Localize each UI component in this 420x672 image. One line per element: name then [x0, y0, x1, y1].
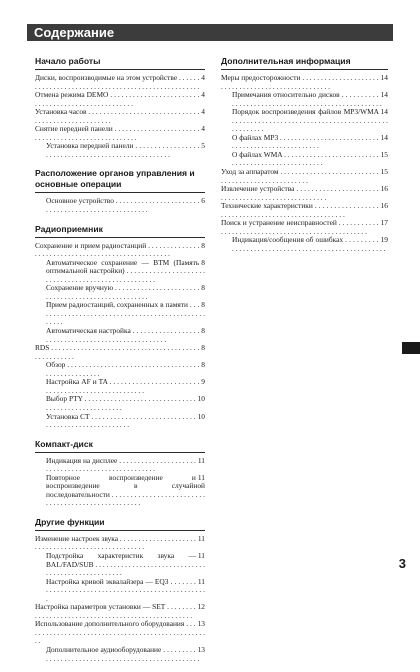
toc-entry-page: 5: [201, 142, 205, 151]
toc-dot-leader: . . . . . . . . . . . . . . . . . . . . . . . . . . . . . . . . . . . . . . . . . . . . . . . . . . .: [232, 91, 382, 108]
toc-entry[interactable]: [35, 74, 205, 91]
toc-entry[interactable]: [35, 197, 205, 214]
section-title: Дополнительная информация: [221, 56, 388, 70]
toc-entry-page: 13: [197, 645, 205, 654]
toc-entry[interactable]: [35, 91, 205, 108]
toc-entry[interactable]: [35, 395, 205, 412]
toc-entry-page: 15: [380, 168, 388, 177]
toc-entry-text: Обзор: [46, 361, 66, 370]
toc-dot-leader: . . . . . . . . . . . . . . . . . . . . . . . . . . . . . . . . . . . . . . . . . . . . . . . . . . .: [46, 142, 200, 159]
toc-entry-page: 16: [380, 185, 388, 194]
toc-entry-text: RDS: [35, 344, 50, 353]
toc-section: [35, 168, 205, 214]
toc-entry-page: 9: [201, 378, 205, 387]
toc-entry-page: 10: [197, 395, 205, 404]
toc-entry-text: Подстройка характеристик звука — BAL/FAD/SUB: [46, 551, 196, 569]
toc-entry-text: Использование дополнительного оборудования: [35, 620, 185, 629]
toc-entry[interactable]: [35, 413, 205, 430]
toc-header-bar: [27, 24, 393, 41]
toc-entry-page: 8: [201, 301, 205, 310]
toc-entry-page: 10: [197, 412, 205, 421]
toc-dot-leader: . . . . . . . . . . . . . . . . . . . . . . . . . . . . . . . . . . . . . . . . . . . . . . . . . . .: [232, 236, 386, 253]
toc-entry[interactable]: [35, 361, 205, 378]
toc-entry[interactable]: [35, 378, 205, 395]
toc-entry[interactable]: [35, 457, 205, 474]
toc-entry[interactable]: [221, 202, 388, 219]
toc-entry-page: 19: [380, 236, 388, 245]
toc-dot-leader: . . . . . . . . . . . . . . . . . . . . . . . . . . . . . . . . . . . . . . . . . . . . . . . . . . .: [46, 645, 200, 663]
toc-entry-text: Прием радиостанций, сохраненных в памяти: [46, 301, 188, 310]
toc-entry-text: Автоматическая настройка: [46, 327, 131, 336]
toc-entry[interactable]: [35, 284, 205, 301]
toc-right-column: [221, 56, 388, 262]
toc-dot-leader: . . . . . . . . . . . . . . . . . . . . . . . . . . . . . . . . . . . . . . . . . . . . . . . . . . .: [232, 150, 379, 168]
toc-entry-text: Установка передней панели: [46, 142, 134, 151]
toc-entry-text: Установка CT: [46, 412, 90, 421]
toc-entry-text: Снятие передней панели: [35, 125, 113, 134]
toc-entry-text: О файлах WMA: [232, 150, 283, 159]
toc-entry-page: 12: [197, 603, 205, 612]
toc-entry[interactable]: [35, 578, 205, 604]
toc-entry-text: Индикация/сообщения об ошибках: [232, 236, 344, 245]
toc-entry[interactable]: [221, 236, 388, 253]
toc-entry[interactable]: [221, 134, 388, 151]
toc-dot-leader: . . . . . . . . . . . . . . . . . . . . . . . . . . . . . . . . . . . . . . . . . . . . . . . . . . .: [35, 125, 200, 142]
toc-entry-page: 16: [380, 202, 388, 211]
toc-entry[interactable]: [35, 242, 205, 259]
toc-dot-leader: . . . . . . . . . . . . . . . . . . . . . . . . . . . . . . . . . . . . . . . . . . . . . . . . . . .: [35, 108, 200, 125]
toc-entry[interactable]: [35, 646, 205, 663]
toc-entry-text: Автоматическое сохранение — BTM (Память оптимальной настройки): [46, 258, 200, 276]
toc-entry-text: Поиск и устранение неисправностей: [221, 219, 337, 228]
page-number: 3: [398, 556, 406, 571]
section-title: Начало работы: [35, 56, 205, 70]
toc-entry[interactable]: [221, 168, 388, 185]
toc-section: [35, 517, 205, 663]
toc-entry[interactable]: [35, 344, 205, 361]
toc-entry-page: 14: [380, 74, 388, 82]
section-title: Расположение органов управления и основные операции: [35, 168, 205, 193]
toc-entry-text: Установка часов: [35, 108, 87, 117]
toc-entry-page: 8: [201, 284, 205, 293]
toc-entry-page: 4: [201, 108, 205, 117]
toc-entry-text: Примечания относительно дисков: [232, 91, 340, 100]
section-title: Компакт-диск: [35, 439, 205, 453]
toc-entry-page: 14: [380, 91, 388, 100]
toc-dot-leader: . . . . . . . . . . . . . . . . . . . . . . . . . . . . . . . . . . . . . . . . . . . . . . . . . . .: [221, 168, 379, 185]
toc-entry-page: 8: [201, 361, 205, 370]
toc-entry-page: 14: [380, 133, 388, 142]
toc-dot-leader: . . . . . . . . . . . . . . . . . . . . . . . . . . . . . . . . . . . . . . . . . . . . . . . . . . .: [46, 395, 196, 412]
toc-entry-text: Дополнительное аудиооборудование: [46, 645, 162, 654]
toc-dot-leader: . . . . . . . . . . . . . . . . . . . . . . . . . . . . . . . . . . . . . . . . . . . . . . . . . . .: [46, 456, 196, 474]
toc-entry-text: О файлах MP3: [232, 133, 279, 142]
toc-entry-page: 8: [201, 241, 205, 250]
toc-entry[interactable]: [221, 91, 388, 108]
toc-entry-page: 4: [201, 74, 205, 82]
toc-entry-text: Порядок воспроизведения файлов MP3/WMA: [232, 108, 379, 117]
toc-entry-page: 11: [197, 534, 205, 543]
toc-entry[interactable]: [221, 219, 388, 236]
toc-dot-leader: . . . . . . . . . . . . . . . . . . . . . . . . . . . . . . . . . . . . . . . . . . . . . . . . . . .: [46, 489, 205, 508]
toc-entry-page: 8: [201, 344, 205, 353]
toc-entry-text: Повторное воспроизведение и воспроизведение в случайной последовательности: [46, 473, 205, 499]
toc-entry-page: 17: [380, 219, 388, 228]
toc-entry[interactable]: [35, 259, 205, 285]
toc-dot-leader: . . . . . . . . . . . . . . . . . . . . . . . . . . . . . . . . . . . . . . . . . . . . . . . . . . .: [46, 577, 205, 603]
toc-entry[interactable]: [35, 142, 205, 159]
toc-entry-text: Основное устройство: [46, 197, 114, 206]
toc-dot-leader: . . . . . . . . . . . . . . . . . . . . . . . . . . . . . . . . . . . . . . . . . . . . . . . . . . .: [46, 361, 200, 378]
toc-entry-text: Сохранение вручную: [46, 284, 114, 293]
toc-dot-leader: . . . . . . . . . . . . . . . . . . . . . . . . . . . . . . . . . . . . . . . . . . . . . . . . . . .: [46, 378, 200, 395]
toc-dot-leader: . . . . . . . . . . . . . . . . . . . . . . . . . . . . . . . . . . . . . . . . . . . . . . . . . . .: [221, 202, 379, 219]
toc-entry[interactable]: [35, 108, 205, 125]
toc-entry-page: 8: [201, 327, 205, 336]
toc-dot-leader: . . . . . . . . . . . . . . . . . . . . . . . . . . . . . . . . . . . . . . . . . . . . . . . . . . .: [46, 266, 205, 284]
toc-entry-text: Сохранение и прием радиостанций: [35, 241, 147, 250]
toc-dot-leader: . . . . . . . . . . . . . . . . . . . . . . . . . . . . . . . . . . . . . . . . . . . . . . . . . . .: [46, 559, 205, 578]
toc-dot-leader: . . . . . . . . . . . . . . . . . . . . . . . . . . . . . . . . . . . . . . . . . . . . . . . . . . .: [46, 284, 200, 301]
toc-entry[interactable]: [221, 185, 388, 202]
toc-entry-text: Уход за аппаратом: [221, 168, 279, 177]
toc-entry-page: 4: [201, 125, 205, 134]
toc-entry-page: 15: [380, 150, 388, 159]
toc-entry[interactable]: [35, 620, 205, 646]
toc-dot-leader: . . . . . . . . . . . . . . . . . . . . . . . . . . . . . . . . . . . . . . . . . . . . . . . . . . .: [46, 197, 200, 215]
toc-entry[interactable]: [35, 552, 205, 578]
toc-dot-leader: . . . . . . . . . . . . . . . . . . . . . . . . . . . . . . . . . . . . . . . . . . . . . . . . . . .: [46, 301, 205, 327]
toc-dot-leader: . . . . . . . . . . . . . . . . . . . . . . . . . . . . . . . . . . . . . . . . . . . . . . . . . . .: [35, 344, 200, 361]
toc-dot-leader: . . . . . . . . . . . . . . . . . . . . . . . . . . . . . . . . . . . . . . . . . . . . . . . . . . .: [46, 327, 200, 344]
toc-entry[interactable]: [221, 74, 388, 91]
toc-dot-leader: . . . . . . . . . . . . . . . . . . . . . . . . . . . . . . . . . . . . . . . . . . . . . . . . . . .: [221, 185, 379, 202]
toc-entry-text: Изменение настроек звука: [35, 534, 119, 543]
toc-dot-leader: . . . . . . . . . . . . . . . . . . . . . . . . . . . . . . . . . . . . . . . . . . . . . . . . . . .: [232, 133, 379, 151]
toc-entry-text: Меры предосторожности: [221, 74, 301, 82]
toc-entry[interactable]: [35, 603, 205, 620]
toc-entry-page: 8: [201, 258, 205, 267]
toc-entry-page: 6: [201, 197, 205, 206]
toc-entry-text: Извлечение устройства: [221, 185, 295, 194]
toc-entry-text: Настройка параметров установки — SET: [35, 603, 166, 612]
toc-entry-page: 11: [197, 473, 205, 482]
toc-entry-text: Настройка кривой эквалайзера — EQ3: [46, 577, 169, 586]
chapter-tab-marker: [402, 342, 420, 354]
toc-dot-leader: . . . . . . . . . . . . . . . . . . . . . . . . . . . . . . . . . . . . . . . . . . . . . . . . . . .: [35, 534, 196, 552]
toc-entry-text: Настройка AF и TA: [46, 378, 108, 387]
toc-entry[interactable]: [35, 125, 205, 142]
toc-entry[interactable]: [35, 535, 205, 552]
toc-entry-text: Отмена режима DEMO: [35, 91, 109, 100]
toc-dot-leader: . . . . . . . . . . . . . . . . . . . . . . . . . . . . . . . . . . . . . . . . . . . . . . . . . . .: [35, 603, 196, 620]
toc-entry-page: 11: [197, 577, 205, 586]
toc-entry[interactable]: [35, 301, 205, 327]
toc-dot-leader: . . . . . . . . . . . . . . . . . . . . . . . . . . . . . . . . . . . . . . . . . . . . . . . . . . .: [35, 74, 200, 91]
toc-left-column: [35, 56, 205, 672]
toc-entry[interactable]: [221, 151, 388, 168]
toc-entry-text: Индикация на дисплее: [46, 456, 118, 465]
toc-entry-page: 11: [197, 551, 205, 560]
section-title: Радиоприемник: [35, 224, 205, 238]
page-title: Содержание: [34, 25, 115, 40]
toc-dot-leader: . . . . . . . . . . . . . . . . . . . . . . . . . . . . . . . . . . . . . . . . . . . . . . . . . . .: [221, 74, 379, 91]
toc-entry-text: Выбор PTY: [46, 395, 83, 404]
toc-entry[interactable]: [221, 108, 388, 134]
toc-section: [35, 56, 205, 159]
toc-dot-leader: . . . . . . . . . . . . . . . . . . . . . . . . . . . . . . . . . . . . . . . . . . . . . . . . . . .: [46, 412, 196, 430]
toc-section: [35, 224, 205, 430]
toc-dot-leader: . . . . . . . . . . . . . . . . . . . . . . . . . . . . . . . . . . . . . . . . . . . . . . . . . . .: [221, 219, 379, 236]
toc-entry-text: Диски, воспроизводимые на этом устройстве: [35, 74, 178, 82]
toc-entry-page: 13: [197, 620, 205, 629]
toc-entry-text: Технические характеристики: [221, 202, 313, 211]
toc-entry-page: 11: [197, 456, 205, 465]
toc-entry-page: 4: [201, 91, 205, 100]
toc-entry-page: 14: [380, 108, 388, 117]
toc-entry[interactable]: [35, 474, 205, 508]
toc-section: [35, 439, 205, 508]
toc-dot-leader: . . . . . . . . . . . . . . . . . . . . . . . . . . . . . . . . . . . . . . . . . . . . . . . . . . .: [35, 91, 200, 108]
section-title: Другие функции: [35, 517, 205, 531]
toc-section: [221, 56, 388, 253]
toc-dot-leader: . . . . . . . . . . . . . . . . . . . . . . . . . . . . . . . . . . . . . . . . . . . . . . . . . . .: [35, 241, 200, 259]
toc-dot-leader: . . . . . . . . . . . . . . . . . . . . . . . . . . . . . . . . . . . . . . . . . . . . . . . . . . .: [35, 620, 205, 646]
toc-dot-leader: . . . . . . . . . . . . . . . . . . . . . . . . . . . . . . . . . . . . . . . . . . . . . . . . . . .: [232, 115, 388, 134]
toc-entry[interactable]: [35, 327, 205, 344]
